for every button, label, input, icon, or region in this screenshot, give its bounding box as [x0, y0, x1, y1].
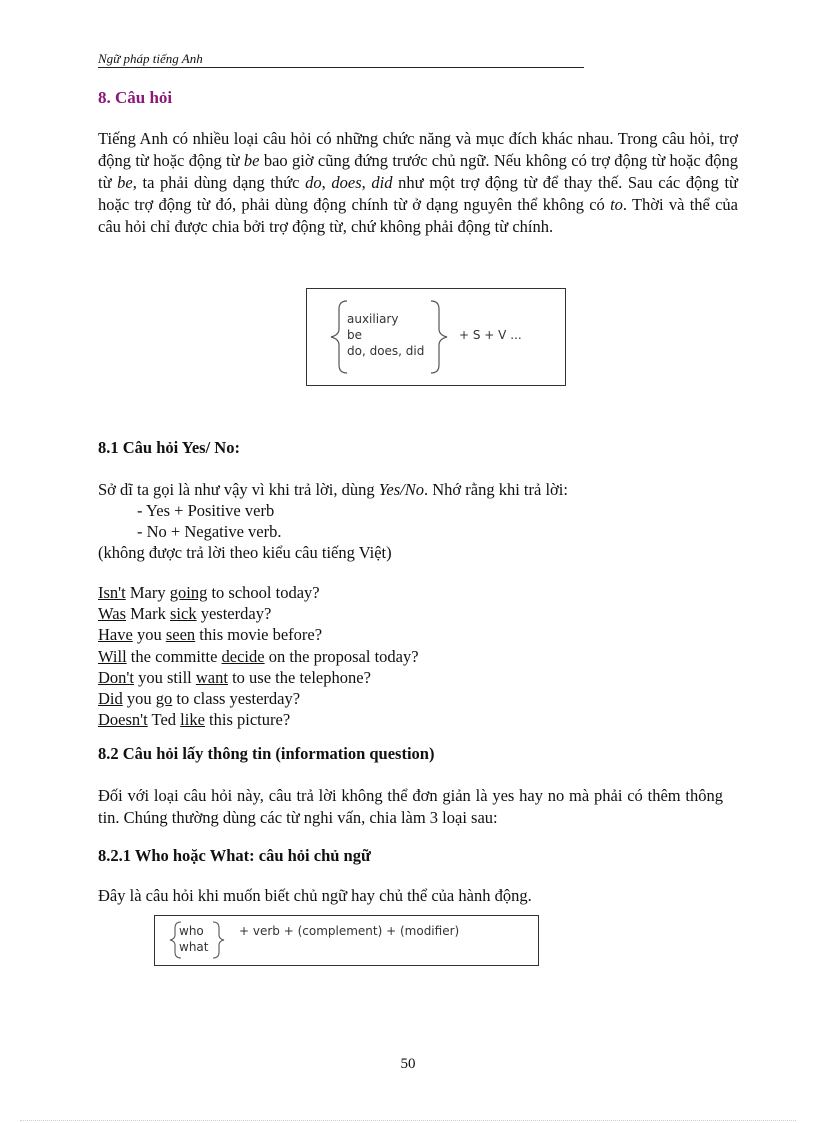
formula-option-do: do, does, did [347, 344, 425, 358]
page-bottom-divider [20, 1120, 796, 1121]
formula-option-who: who [179, 924, 204, 938]
example-line: Don't you still want to use the telephone? [98, 668, 371, 687]
section-8-2-heading: 8.2 Câu hỏi lấy thông tin (information question) [98, 744, 435, 763]
example-line: Doesn't Ted like this picture? [98, 710, 291, 729]
section-8-2-intro: Đối với loại câu hỏi này, câu trả lời không thể đơn giản là yes hay no mà phải có thêm thông tin. Chúng thường dùng các từ nghi vấn, chia làm 3 loại sau: [98, 786, 723, 827]
question-formula-figure [306, 288, 566, 386]
brace-icon [307, 289, 565, 385]
section-8-1-heading: 8.1 Câu hỏi Yes/ No: [98, 438, 240, 457]
example-line: Was Mark sick yesterday? [98, 604, 272, 623]
subject-question-formula-figure [154, 915, 539, 966]
rule-no: - No + Negative verb. [137, 522, 282, 541]
section-8-2-1-intro: Đây là câu hỏi khi muốn biết chủ ngữ hay chủ thể của hành động. [98, 886, 532, 905]
rule-yes: - Yes + Positive verb [137, 501, 275, 520]
formula-rest: + verb + (complement) + (modifier) [239, 924, 460, 938]
running-header [98, 50, 584, 68]
section-8-1-intro: Sở dĩ ta gọi là như vậy vì khi trả lời, dùng Yes/No. Nhớ rằng khi trả lời: [98, 480, 568, 499]
section-8-heading: 8. Câu hỏi [98, 88, 173, 107]
running-title: Ngữ pháp tiếng Anh [98, 51, 203, 66]
section-8-1-note: (không được trả lời theo kiểu câu tiếng Việt) [98, 543, 392, 562]
example-line: Have you seen this movie before? [98, 625, 323, 644]
formula-rest: + S + V ... [459, 328, 522, 342]
example-line: Will the committe decide on the proposal today? [98, 647, 419, 666]
formula-option-what: what [179, 940, 209, 954]
formula-option-auxiliary: auxiliary [347, 312, 399, 326]
formula-option-be: be [347, 328, 362, 342]
page-number: 50 [400, 1056, 416, 1072]
section-8-intro: Tiếng Anh có nhiều loại câu hỏi có những chức năng và mục đích khác nhau. Trong câu hỏi, trợ động từ hoặc động từ be bao giờ cũng đứng trước chủ ngữ. Nếu không có trợ động từ hoặc động từ be, ta phải dùng dạng thức do, does, did như một trợ động từ để thay thế. Sau các động từ hoặc trợ động từ đó, phải dùng động chính từ ở dạng nguyên thể không có to. Thời và thể của câu hỏi chỉ được chia bởi trợ động từ, chứ không phải động từ chính. [98, 129, 738, 236]
example-line: Did you go to class yesterday? [98, 689, 301, 708]
section-8-2-1-heading: 8.2.1 Who hoặc What: câu hỏi chủ ngữ [98, 846, 371, 865]
example-line: Isn't Mary going to school today? [98, 583, 320, 602]
